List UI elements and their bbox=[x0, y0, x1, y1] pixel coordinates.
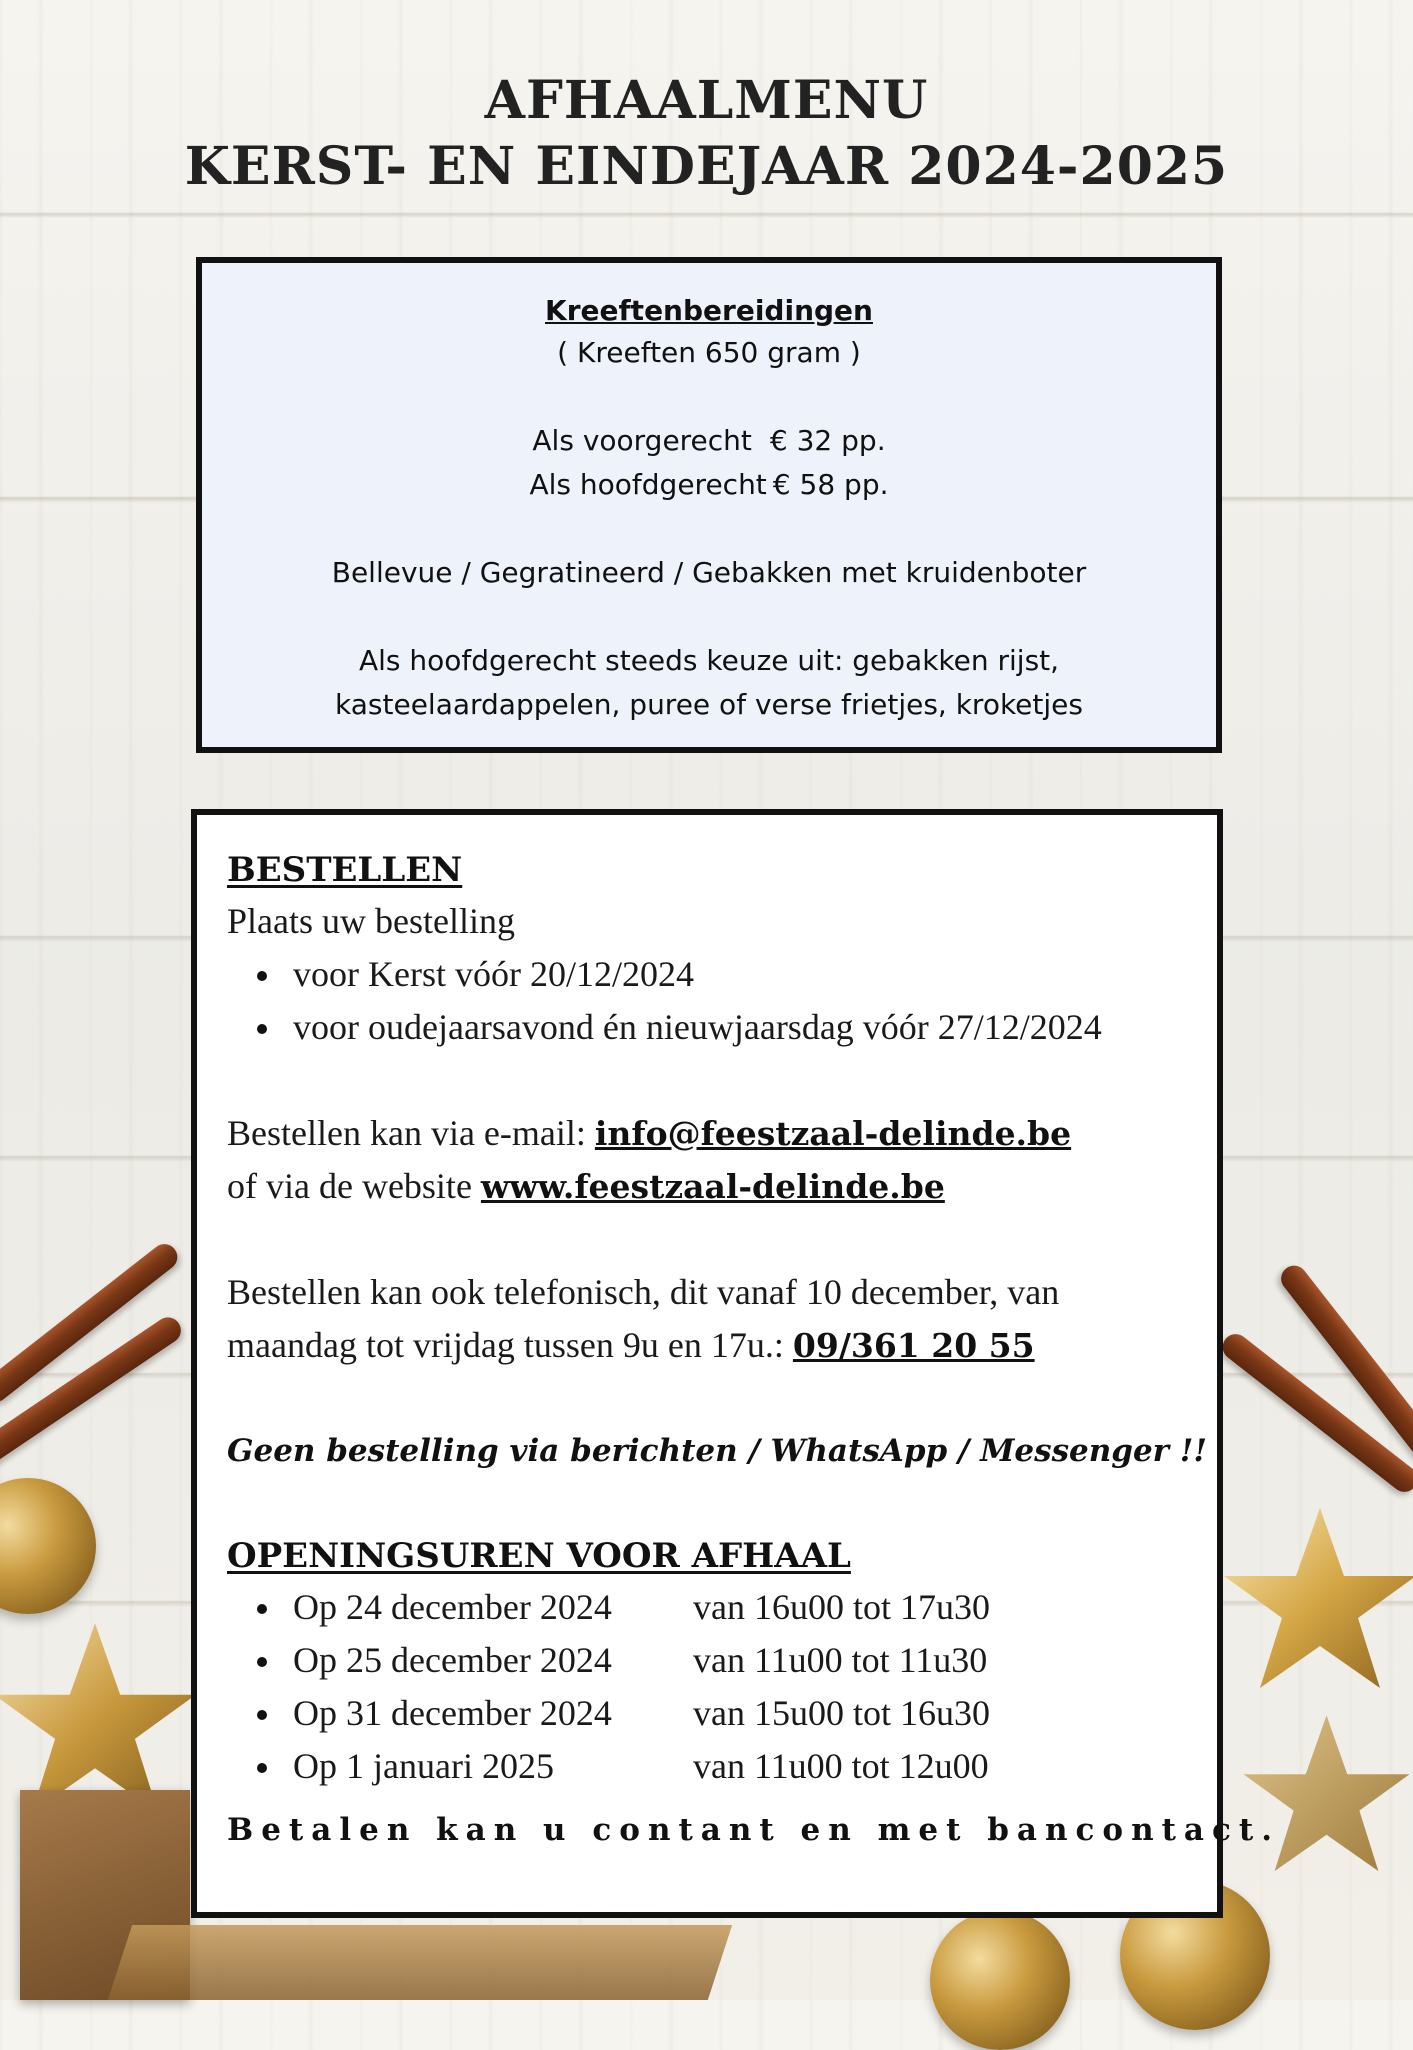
warning-text: Geen bestelling via berichten / WhatsApp / Messenger !! bbox=[227, 1433, 1208, 1469]
kreeften-menu-box bbox=[196, 257, 1222, 753]
price-voorgerecht bbox=[202, 419, 1216, 463]
phone-prefix: maandag tot vrijdag tussen 9u en 17u.: bbox=[227, 1325, 793, 1365]
kreeften-heading: Kreeftenbereidingen bbox=[545, 294, 873, 327]
gold-ornament-bottom bbox=[930, 1910, 1070, 2050]
sides-line-1: Als hoofdgerecht steeds keuze uit: gebakken rijst, bbox=[358, 644, 1060, 677]
website-link[interactable]: www.feestzaal-delinde.be bbox=[480, 1167, 945, 1206]
price-hoofdgerecht bbox=[202, 463, 1216, 507]
hours-list bbox=[227, 1581, 1187, 1793]
sides-line-2: kasteelaardappelen, puree of verse frietjes, kroketjes bbox=[335, 688, 1083, 721]
kreeften-weight: ( Kreeften 650 gram ) bbox=[557, 336, 861, 369]
email-line bbox=[227, 1107, 1187, 1160]
hours-time: van 16u00 tot 17u30 bbox=[693, 1587, 990, 1627]
payment-note: Betalen kan u contant en met bancontact. bbox=[227, 1812, 1281, 1848]
hours-time: van 11u00 tot 11u30 bbox=[693, 1640, 988, 1680]
deadline-list bbox=[227, 948, 1187, 1054]
hours-day: Op 24 december 2024 bbox=[293, 1587, 612, 1627]
list-item bbox=[227, 1634, 1187, 1687]
price-value: € 58 pp. bbox=[772, 468, 889, 501]
hours-day: Op 1 januari 2025 bbox=[293, 1746, 554, 1786]
glitter-star-right-icon bbox=[1240, 1700, 1413, 1890]
email-link[interactable]: info@feestzaal-delinde.be bbox=[594, 1114, 1072, 1153]
title-line-2: KERST- EN EINDEJAAR 2024-2025 bbox=[184, 136, 1229, 197]
website-prefix: of via de website bbox=[227, 1166, 481, 1206]
order-heading: BESTELLEN bbox=[227, 850, 463, 890]
phone-line-2 bbox=[227, 1319, 1187, 1372]
list-item bbox=[227, 1740, 1187, 1793]
price-label: Als voorgerecht bbox=[532, 424, 752, 457]
cinnamon-sticks-left bbox=[0, 1240, 190, 1480]
hours-day: Op 25 december 2024 bbox=[293, 1640, 612, 1680]
hours-day: Op 31 december 2024 bbox=[293, 1693, 612, 1733]
phone-link[interactable]: 09/361 20 55 bbox=[792, 1326, 1035, 1365]
order-info-box bbox=[191, 809, 1281, 1918]
hours-time: van 11u00 tot 12u00 bbox=[693, 1746, 989, 1786]
price-value: € 32 pp. bbox=[769, 424, 886, 457]
price-label: Als hoofdgerecht bbox=[529, 468, 767, 501]
gold-star-right-icon bbox=[1220, 1500, 1413, 1700]
phone-line-1: Bestellen kan ook telefonisch, dit vanaf 10 december, van bbox=[227, 1272, 1060, 1312]
list-item: voor Kerst vóór 20/12/2024 bbox=[227, 948, 1187, 1001]
list-item: voor oudejaarsavond én nieuwjaarsdag vóór 27/12/2024 bbox=[227, 1001, 1187, 1054]
hours-time: van 15u00 tot 16u30 bbox=[693, 1693, 990, 1733]
order-intro: Plaats uw bestelling bbox=[227, 901, 515, 941]
page-title bbox=[0, 68, 1413, 200]
website-line bbox=[227, 1160, 1187, 1213]
preparations: Bellevue / Gegratineerd / Gebakken met kruidenboter bbox=[331, 556, 1087, 589]
hours-heading: OPENINGSUREN VOOR AFHAAL bbox=[227, 1536, 851, 1576]
title-line-1: AFHAALMENU bbox=[484, 70, 929, 131]
email-prefix: Bestellen kan via e-mail: bbox=[227, 1113, 595, 1153]
gold-ornament-left bbox=[0, 1478, 96, 1614]
ribbon-bottom bbox=[108, 1925, 732, 2000]
list-item bbox=[227, 1687, 1187, 1740]
list-item bbox=[227, 1581, 1187, 1634]
